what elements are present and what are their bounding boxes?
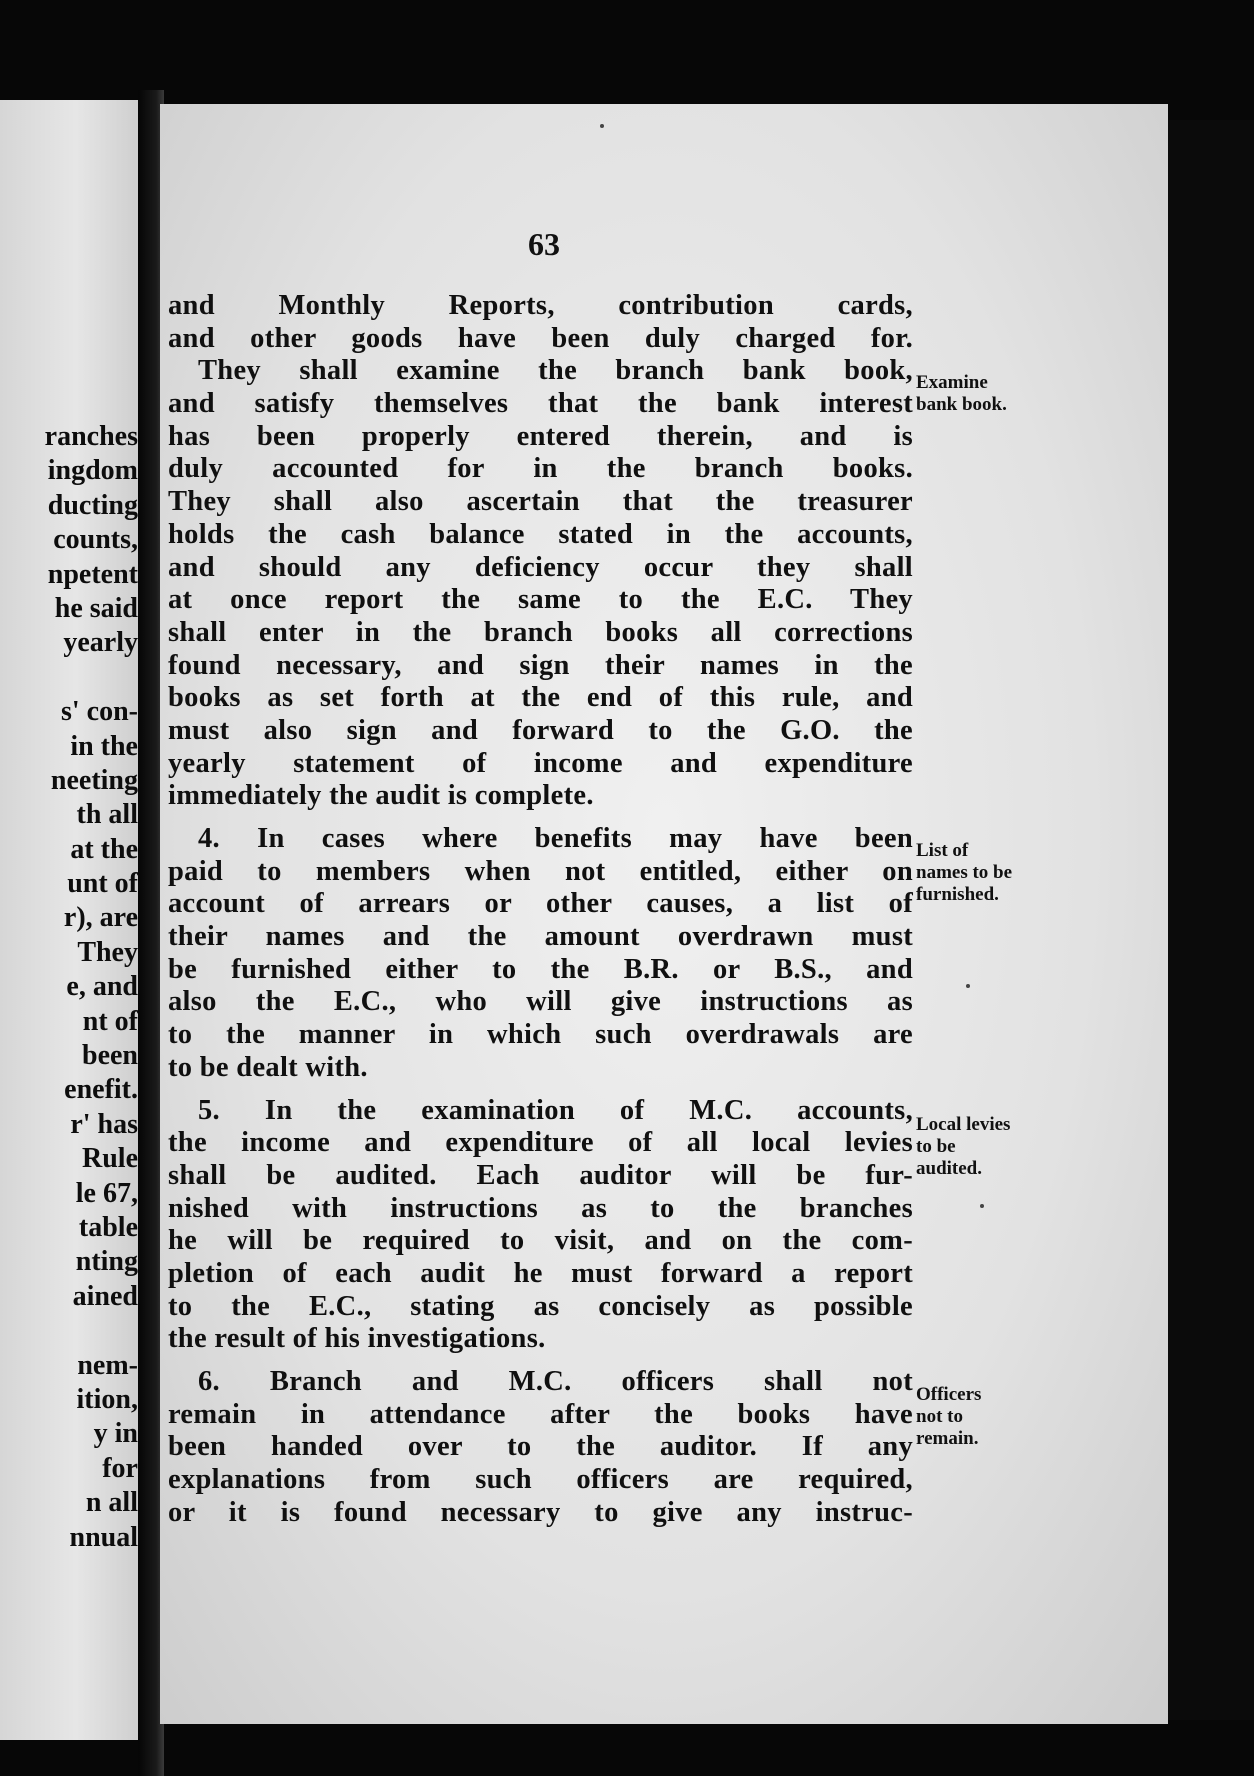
text-line: shall enter in the branch books all corrections: [168, 616, 913, 648]
left-page-line: nem-: [77, 1349, 138, 1381]
text-line: paid to members when not entitled, either on: [168, 855, 913, 887]
margin-note-line: audited.: [916, 1158, 982, 1179]
text-line: holds the cash balance stated in the accounts,: [168, 518, 913, 550]
text-line: account of arrears or other causes, a list of: [168, 888, 913, 920]
text-line: yearly statement of income and expenditure: [168, 747, 913, 779]
margin-note-local-levies: [916, 1114, 1010, 1180]
left-page-line: ained: [72, 1280, 138, 1312]
left-page-line: unt of: [67, 868, 138, 900]
margin-note-line: to be: [916, 1136, 956, 1157]
left-page-line: ingdom: [47, 455, 138, 487]
text-line: at once report the same to the E.C. They: [168, 584, 913, 616]
margin-note-line: bank book.: [916, 394, 1007, 415]
left-page-line: e, and: [66, 971, 138, 1003]
previous-page-fragment: [0, 100, 138, 1740]
text-line: They shall examine the branch bank book,: [198, 355, 913, 387]
text-line: nished with instructions as to the branches: [168, 1192, 913, 1224]
left-page-line: y in: [93, 1418, 138, 1450]
margin-note-line: List of: [916, 840, 969, 861]
left-page-line: n all: [85, 1487, 138, 1519]
text-line: to be dealt with.: [168, 1051, 368, 1083]
left-page-line: th all: [76, 799, 138, 831]
left-page-line: ducting: [47, 489, 138, 521]
text-line: shall be audited. Each auditor will be fur-: [168, 1159, 913, 1191]
margin-note-line: furnished.: [916, 884, 999, 905]
text-line: They shall also ascertain that the treasurer: [168, 486, 913, 518]
left-page-line: They: [77, 936, 138, 968]
text-line: duly accounted for in the branch books.: [168, 453, 913, 485]
left-page-line: [0, 661, 138, 695]
paper-speck: [980, 1204, 984, 1208]
body-text: [168, 290, 913, 1529]
left-page-line: table: [78, 1211, 138, 1243]
margin-note-line: remain.: [916, 1428, 979, 1449]
text-line: also the E.C., who will give instructions as: [168, 986, 913, 1018]
left-page-line: at the: [70, 833, 138, 865]
left-page-line: s' con-: [61, 696, 138, 728]
left-page-line: yearly: [63, 627, 138, 659]
text-line: he will be required to visit, and on the com-: [168, 1225, 913, 1257]
text-line: 5. In the examination of M.C. accounts,: [198, 1094, 913, 1126]
text-line: their names and the amount overdrawn must: [168, 921, 913, 953]
text-line: immediately the audit is complete.: [168, 780, 594, 812]
text-line: and satisfy themselves that the bank interest: [168, 388, 913, 420]
text-line: and other goods have been duly charged for.: [168, 322, 913, 354]
paper-speck: [600, 124, 604, 128]
margin-note-list-of-names: [916, 840, 1012, 906]
margin-note-line: Officers: [916, 1384, 982, 1405]
margin-note-officers-not-to-remain: [916, 1384, 981, 1450]
text-line: remain in attendance after the books have: [168, 1398, 913, 1430]
left-page-line: been: [82, 1040, 138, 1072]
text-line: to the E.C., stating as concisely as possible: [168, 1290, 913, 1322]
text-line: and Monthly Reports, contribution cards,: [168, 290, 913, 321]
text-line: be furnished either to the B.R. or B.S., and: [168, 953, 913, 985]
text-line: the income and expenditure of all local levies: [168, 1127, 913, 1159]
text-line: must also sign and forward to the G.O. the: [168, 714, 913, 746]
left-page-line: Rule: [82, 1143, 138, 1175]
left-page-line: [0, 1314, 138, 1348]
text-line: and should any deficiency occur they shall: [168, 551, 913, 583]
page-number: 63: [528, 226, 560, 262]
left-page-line: for: [102, 1452, 138, 1484]
text-line: 4. In cases where benefits may have been: [198, 823, 913, 854]
text-line: explanations from such officers are required,: [168, 1464, 913, 1496]
paragraph-gap: [168, 1356, 913, 1366]
left-page-line: neeting: [50, 764, 138, 796]
margin-note-examine-bank-book: [916, 372, 1007, 416]
margin-note-line: names to be: [916, 862, 1013, 883]
paper-speck: [966, 984, 970, 988]
left-page-line: r' has: [70, 1108, 138, 1140]
text-line: books as set forth at the end of this rule, and: [168, 682, 913, 714]
margin-note-line: not to: [916, 1406, 963, 1427]
left-page-line: npetent: [47, 558, 138, 590]
left-page-line: ition,: [76, 1383, 138, 1415]
text-line: has been properly entered therein, and is: [168, 420, 913, 452]
margin-note-line: Local levies: [916, 1114, 1011, 1135]
left-page-line: enefit.: [64, 1074, 138, 1106]
left-page-line: in the: [70, 730, 138, 762]
left-page-line: ranches: [44, 421, 138, 452]
left-page-line: nnual: [69, 1521, 138, 1553]
left-page-line: le 67,: [75, 1177, 138, 1209]
left-page-line: counts,: [53, 524, 138, 556]
margin-note-line: Examine: [916, 372, 988, 393]
text-line: to the manner in which such overdrawals are: [168, 1019, 913, 1051]
left-page-line: nting: [75, 1246, 138, 1278]
text-line: the result of his investigations.: [168, 1323, 546, 1355]
left-page-line: nt of: [82, 1005, 138, 1037]
text-line: pletion of each audit he must forward a report: [168, 1257, 913, 1289]
text-line: or it is found necessary to give any instruc-: [168, 1496, 913, 1528]
text-line: 6. Branch and M.C. officers shall not: [198, 1366, 913, 1397]
text-line: been handed over to the auditor. If any: [168, 1431, 913, 1463]
paragraph-gap: [168, 813, 913, 823]
page-edge-shadow: [1168, 120, 1254, 1720]
paragraph-gap: [168, 1085, 913, 1095]
left-page-line: he said: [54, 592, 138, 624]
left-page-line: r), are: [63, 902, 138, 934]
text-line: found necessary, and sign their names in the: [168, 649, 913, 681]
